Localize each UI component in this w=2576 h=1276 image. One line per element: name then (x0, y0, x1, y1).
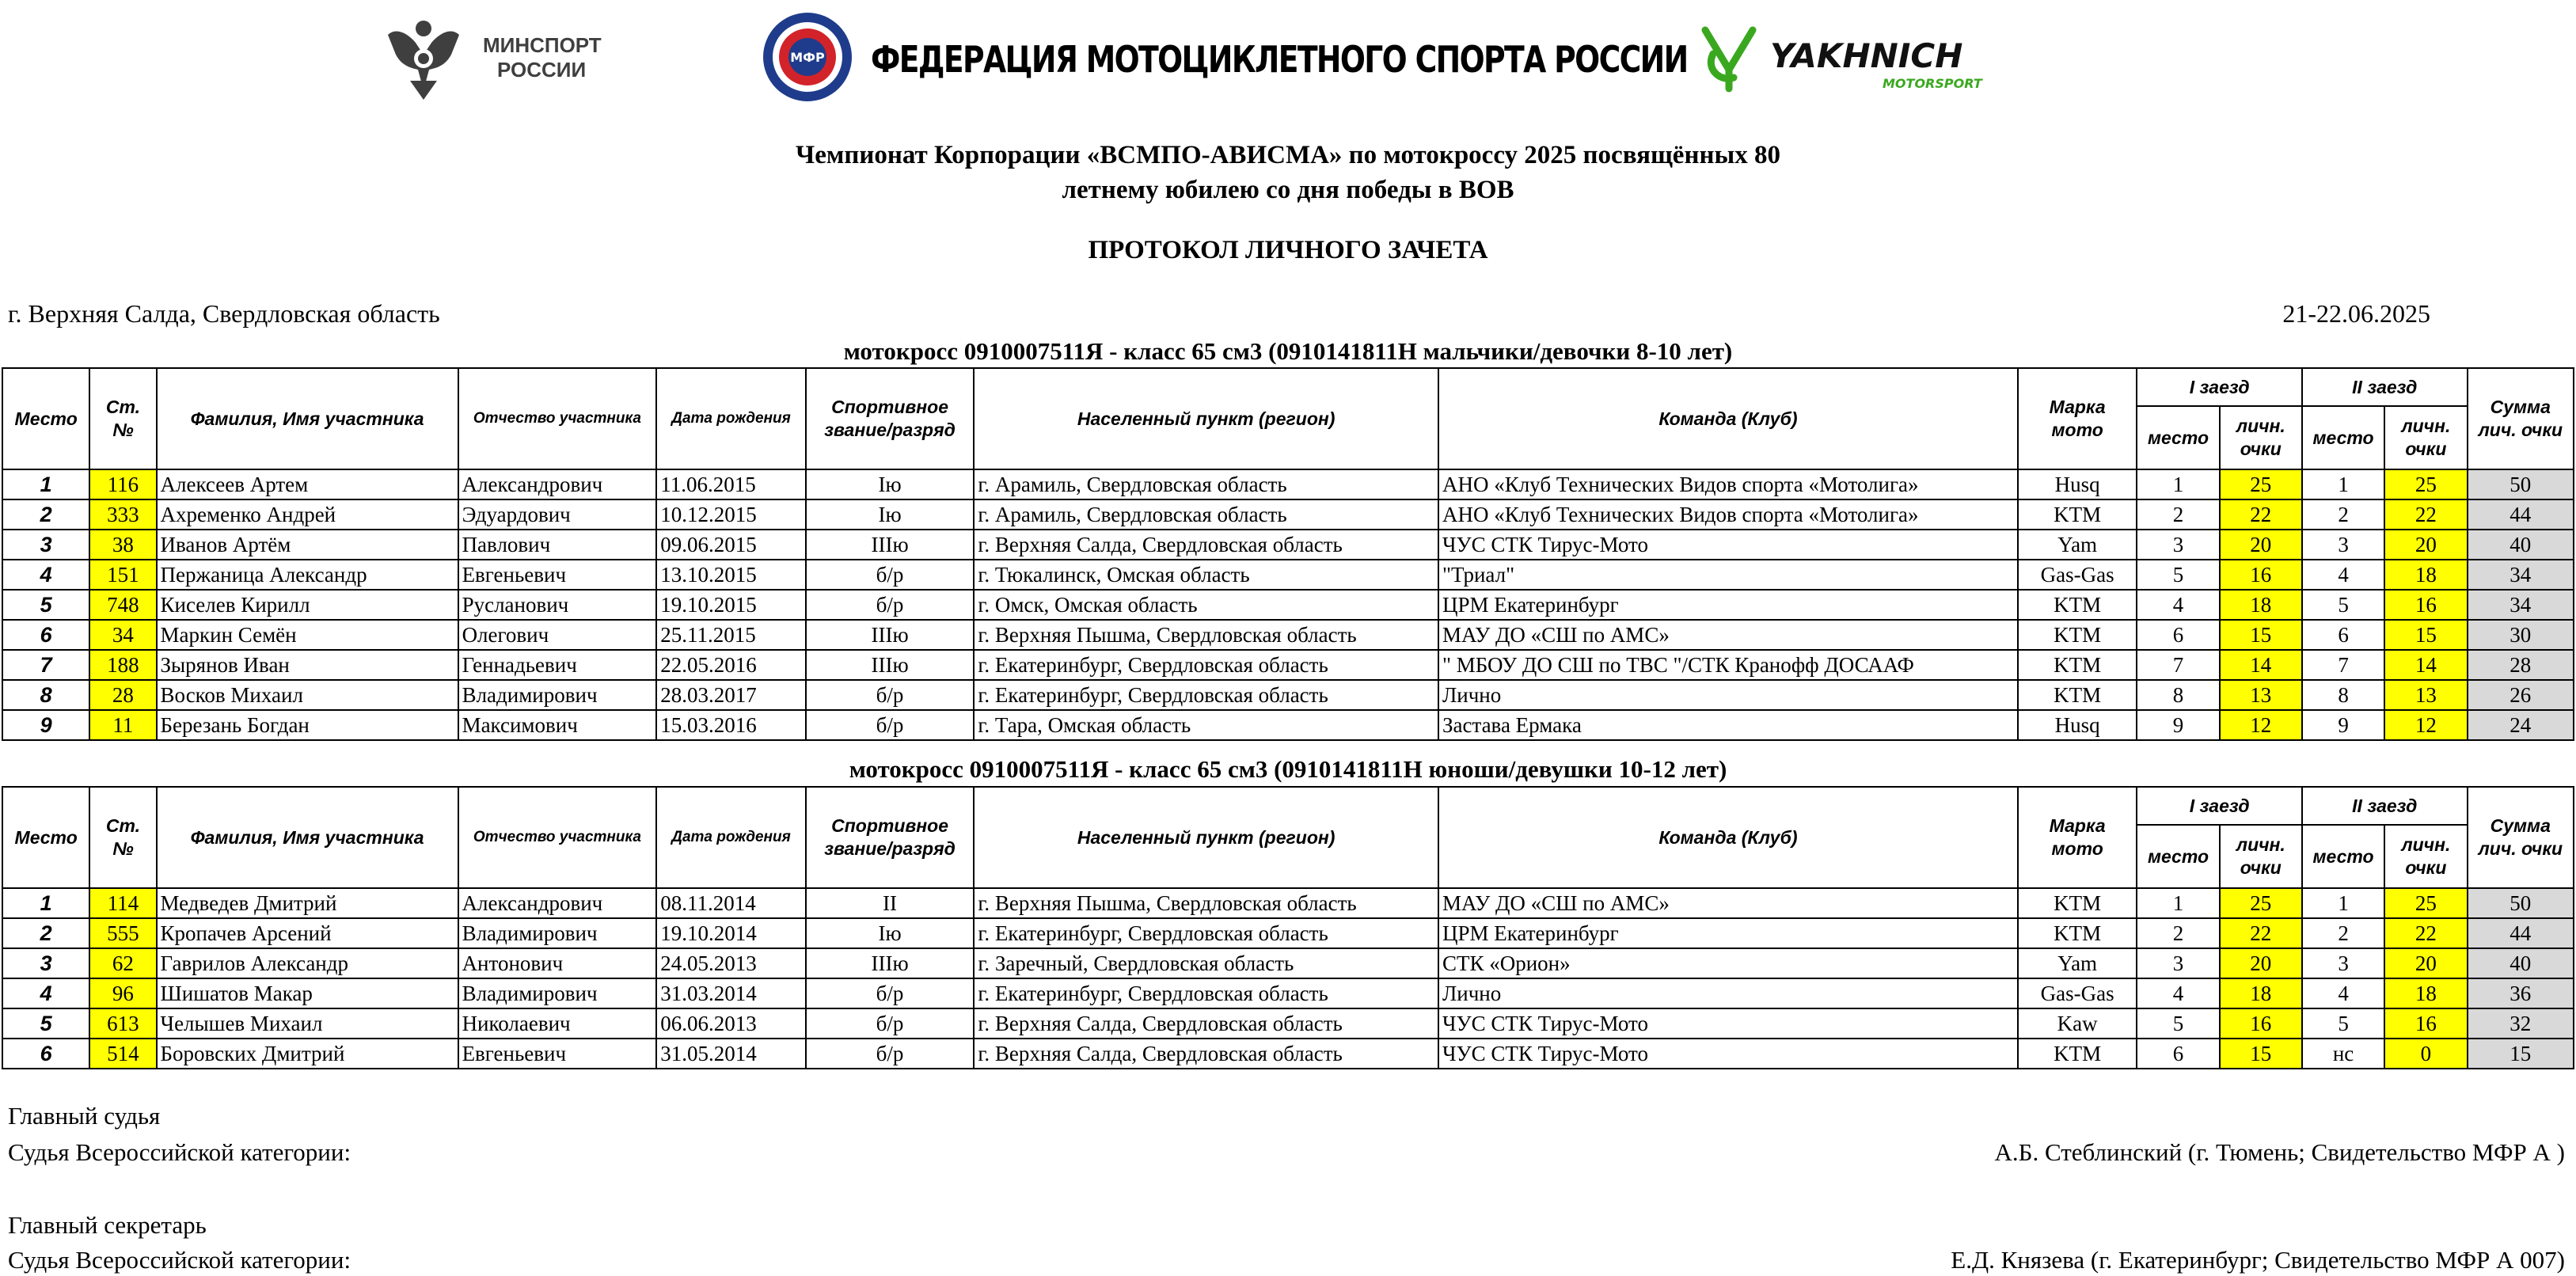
cell-heat2-place: 4 (2302, 560, 2384, 590)
dates: 21-22.06.2025 (2282, 299, 2430, 328)
header-name: Фамилия, Имя участника (157, 787, 458, 888)
minsport-text-line2: РОССИИ (497, 58, 587, 82)
cell-rank: б/р (806, 710, 975, 740)
table-row (2, 560, 2574, 590)
cell-heat1-points: 14 (2220, 650, 2302, 680)
cell-rank: IIIю (806, 620, 975, 650)
cell-name: Кропачев Арсений (157, 918, 458, 948)
header-city: Населенный пункт (регион) (974, 787, 1438, 888)
table-row (2, 530, 2574, 560)
cell-heat2-place: 5 (2302, 590, 2384, 620)
cell-start-number: 96 (89, 978, 156, 1008)
eagle-emblem-icon (372, 11, 475, 103)
cell-rank: Iю (806, 918, 975, 948)
cell-city: г. Заречный, Свердловская область (974, 948, 1438, 978)
cell-team: МАУ ДО «СШ по АМС» (1438, 620, 2018, 650)
cell-start-number: 333 (89, 499, 156, 530)
cell-moto: Yam (2018, 530, 2137, 560)
cell-birth-date: 10.12.2015 (656, 499, 806, 530)
cell-heat1-points: 25 (2220, 469, 2302, 499)
cell-moto: Gas-Gas (2018, 560, 2137, 590)
cell-start-number: 38 (89, 530, 156, 560)
minsport-text-line1: МИНСПОРТ (483, 33, 602, 57)
cell-city: г. Верхняя Пышма, Свердловская область (974, 888, 1438, 918)
cell-heat1-points: 15 (2220, 1039, 2302, 1069)
cell-start-number: 188 (89, 650, 156, 680)
header-logos (0, 8, 2576, 111)
table-row (2, 948, 2574, 978)
title-line2: летнему юбилею со дня победы в ВОВ (1062, 176, 1514, 204)
cell-heat2-place: 9 (2302, 710, 2384, 740)
sponsor-logo (1697, 22, 1998, 101)
table-row (2, 499, 2574, 530)
cell-city: г. Тара, Омская область (974, 710, 1438, 740)
cell-name: Боровских Дмитрий (157, 1039, 458, 1069)
cell-moto: Husq (2018, 710, 2137, 740)
cell-heat2-place: 3 (2302, 530, 2384, 560)
cell-heat1-points: 15 (2220, 620, 2302, 650)
cell-patronymic: Геннадьевич (458, 650, 657, 680)
cell-moto: KTM (2018, 918, 2137, 948)
cell-birth-date: 15.03.2016 (656, 710, 806, 740)
cell-moto: KTM (2018, 888, 2137, 918)
cell-place: 4 (2, 978, 89, 1008)
cell-heat2-points: 16 (2384, 590, 2467, 620)
secretary-name: Е.Д. Князева (г. Екатеринбург; Свидетельство МФР А 007) (1951, 1246, 2565, 1274)
cell-heat2-place: нс (2302, 1039, 2384, 1069)
cell-heat2-points: 25 (2384, 888, 2467, 918)
cell-birth-date: 22.05.2016 (656, 650, 806, 680)
chief-judge-name: А.Б. Стеблинский (г. Тюмень; Свидетельство МФР А ) (1994, 1138, 2565, 1166)
table-row (2, 888, 2574, 918)
cell-city: г. Арамиль, Свердловская область (974, 499, 1438, 530)
table-row (2, 710, 2574, 740)
header-team: Команда (Клуб) (1438, 368, 2018, 469)
cell-rank: IIIю (806, 948, 975, 978)
cell-heat2-points: 20 (2384, 530, 2467, 560)
cell-rank: IIIю (806, 650, 975, 680)
cell-city: г. Верхняя Салда, Свердловская область (974, 1008, 1438, 1039)
cell-patronymic: Евгеньевич (458, 1039, 657, 1069)
cell-patronymic: Эдуардович (458, 499, 657, 530)
cell-heat1-place: 6 (2137, 1039, 2219, 1069)
secretary-title: Главный секретарь (8, 1211, 207, 1239)
cell-heat2-place: 8 (2302, 680, 2384, 710)
sponsor-subtext: MOTORSPORT (1883, 76, 1982, 91)
cell-heat1-points: 22 (2220, 499, 2302, 530)
cell-rank: IIIю (806, 530, 975, 560)
cell-name: Челышев Михаил (157, 1008, 458, 1039)
cell-team: ЦРМ Екатеринбург (1438, 590, 2018, 620)
header-place: Место (2, 787, 89, 888)
cell-heat2-points: 20 (2384, 948, 2467, 978)
cell-city: г. Верхняя Салда, Свердловская область (974, 530, 1438, 560)
cell-heat2-points: 15 (2384, 620, 2467, 650)
cell-start-number: 514 (89, 1039, 156, 1069)
cell-name: Гаврилов Александр (157, 948, 458, 978)
cell-patronymic: Николаевич (458, 1008, 657, 1039)
badge-text: МФР (790, 50, 825, 65)
header-place: Место (2, 368, 89, 469)
table-row (2, 469, 2574, 499)
header-row (2, 787, 2574, 825)
header-team: Команда (Клуб) (1438, 787, 2018, 888)
cell-birth-date: 28.03.2017 (656, 680, 806, 710)
protocol-title: ПРОТОКОЛ ЛИЧНОГО ЗАЧЕТА (1088, 236, 1488, 264)
cell-heat2-points: 22 (2384, 918, 2467, 948)
header-heat-1: I заезд (2137, 368, 2302, 406)
cell-start-number: 28 (89, 680, 156, 710)
cell-heat1-place: 5 (2137, 560, 2219, 590)
header-heat2-points: личн. очки (2384, 825, 2467, 888)
cell-sum: 34 (2468, 590, 2574, 620)
cell-place: 6 (2, 1039, 89, 1069)
cell-heat2-points: 22 (2384, 499, 2467, 530)
cell-birth-date: 11.06.2015 (656, 469, 806, 499)
cell-birth-date: 19.10.2014 (656, 918, 806, 948)
cell-place: 3 (2, 948, 89, 978)
cell-name: Киселев Кирилл (157, 590, 458, 620)
cell-birth-date: 25.11.2015 (656, 620, 806, 650)
cell-heat1-place: 2 (2137, 918, 2219, 948)
header-start-number: Ст. № (89, 368, 156, 469)
cell-team: СТК «Орион» (1438, 948, 2018, 978)
cell-heat1-points: 18 (2220, 590, 2302, 620)
cell-name: Ахременко Андрей (157, 499, 458, 530)
cell-start-number: 11 (89, 710, 156, 740)
cell-place: 1 (2, 469, 89, 499)
cell-heat2-place: 3 (2302, 948, 2384, 978)
cell-start-number: 34 (89, 620, 156, 650)
cell-heat1-place: 4 (2137, 978, 2219, 1008)
header-patronymic: Отчество участника (458, 368, 657, 469)
cell-heat1-points: 16 (2220, 560, 2302, 590)
header-sum: Сумма лич. очки (2468, 787, 2574, 888)
cell-birth-date: 06.06.2013 (656, 1008, 806, 1039)
cell-place: 6 (2, 620, 89, 650)
table-row (2, 590, 2574, 620)
cell-place: 9 (2, 710, 89, 740)
header-moto: Марка мото (2018, 368, 2137, 469)
cell-rank: Iю (806, 499, 975, 530)
cell-birth-date: 08.11.2014 (656, 888, 806, 918)
header-heat-2: II заезд (2302, 368, 2468, 406)
cell-place: 5 (2, 590, 89, 620)
cell-team: МАУ ДО «СШ по АМС» (1438, 888, 2018, 918)
cell-patronymic: Максимович (458, 710, 657, 740)
cell-team: ЦРМ Екатеринбург (1438, 918, 2018, 948)
cell-heat2-place: 2 (2302, 499, 2384, 530)
cell-sum: 44 (2468, 499, 2574, 530)
cell-heat2-points: 18 (2384, 978, 2467, 1008)
header-moto: Марка мото (2018, 787, 2137, 888)
cell-start-number: 62 (89, 948, 156, 978)
header-name: Фамилия, Имя участника (157, 368, 458, 469)
cell-birth-date: 13.10.2015 (656, 560, 806, 590)
header-rank: Спортивное звание/разряд (806, 787, 975, 888)
cell-heat1-place: 1 (2137, 469, 2219, 499)
federation-logo (762, 11, 1688, 103)
cell-heat2-place: 4 (2302, 978, 2384, 1008)
cell-rank: б/р (806, 978, 975, 1008)
title-line1: Чемпионат Корпорации «ВСМПО-АВИСМА» по мотокроссу 2025 посвящённых 80 (796, 141, 1780, 169)
cell-patronymic: Антонович (458, 948, 657, 978)
cell-heat1-place: 1 (2137, 888, 2219, 918)
cell-rank: б/р (806, 1008, 975, 1039)
cell-name: Иванов Артём (157, 530, 458, 560)
cell-sum: 30 (2468, 620, 2574, 650)
cell-heat1-points: 12 (2220, 710, 2302, 740)
cell-patronymic: Александрович (458, 469, 657, 499)
header-start-number: Ст. № (89, 787, 156, 888)
cell-start-number: 151 (89, 560, 156, 590)
class-title-2: мотокросс 0910007511Я - класс 65 см3 (0910141811Н юноши/девушки 10-12 лет) (849, 755, 1727, 783)
table-row (2, 1039, 2574, 1069)
federation-text: ФЕДЕРАЦИЯ МОТОЦИКЛЕТНОГО СПОРТА РОССИИ (871, 38, 1688, 81)
championship-title (0, 138, 2576, 207)
cell-heat1-place: 3 (2137, 530, 2219, 560)
cell-patronymic: Владимирович (458, 978, 657, 1008)
cell-name: Пержаница Александр (157, 560, 458, 590)
cell-patronymic: Александрович (458, 888, 657, 918)
cell-sum: 40 (2468, 948, 2574, 978)
cell-heat2-place: 6 (2302, 620, 2384, 650)
cell-rank: б/р (806, 590, 975, 620)
cell-heat1-place: 7 (2137, 650, 2219, 680)
cell-birth-date: 19.10.2015 (656, 590, 806, 620)
cell-heat1-place: 3 (2137, 948, 2219, 978)
cell-sum: 28 (2468, 650, 2574, 680)
cell-name: Медведев Дмитрий (157, 888, 458, 918)
cell-heat1-place: 8 (2137, 680, 2219, 710)
cell-moto: KTM (2018, 680, 2137, 710)
cell-heat2-points: 18 (2384, 560, 2467, 590)
cell-place: 2 (2, 918, 89, 948)
header-rank: Спортивное звание/разряд (806, 368, 975, 469)
header-sum: Сумма лич. очки (2468, 368, 2574, 469)
cell-rank: Iю (806, 469, 975, 499)
cell-sum: 44 (2468, 918, 2574, 948)
cell-heat1-points: 18 (2220, 978, 2302, 1008)
cell-team: АНО «Клуб Технических Видов спорта «Мотолига» (1438, 469, 2018, 499)
cell-moto: Husq (2018, 469, 2137, 499)
cell-heat2-points: 25 (2384, 469, 2467, 499)
cell-heat2-points: 12 (2384, 710, 2467, 740)
cell-sum: 40 (2468, 530, 2574, 560)
cell-patronymic: Владимирович (458, 918, 657, 948)
cell-start-number: 114 (89, 888, 156, 918)
cell-place: 1 (2, 888, 89, 918)
table-row (2, 978, 2574, 1008)
header-birth-date: Дата рождения (656, 368, 806, 469)
header-heat1-points: личн. очки (2220, 825, 2302, 888)
cell-moto: KTM (2018, 590, 2137, 620)
cell-team: ЧУС СТК Тирус-Мото (1438, 530, 2018, 560)
cell-heat1-place: 5 (2137, 1008, 2219, 1039)
cell-team: АНО «Клуб Технических Видов спорта «Мотолига» (1438, 499, 2018, 530)
cell-name: Шишатов Макар (157, 978, 458, 1008)
header-heat2-place: место (2302, 825, 2384, 888)
results-table-2 (2, 786, 2574, 1069)
header-heat-2: II заезд (2302, 787, 2468, 825)
cell-sum: 34 (2468, 560, 2574, 590)
cell-name: Березань Богдан (157, 710, 458, 740)
table-row (2, 620, 2574, 650)
cell-heat2-place: 2 (2302, 918, 2384, 948)
cell-name: Алексеев Артем (157, 469, 458, 499)
sponsor-text: YAKHNICH (1770, 36, 1963, 75)
cell-city: г. Арамиль, Свердловская область (974, 469, 1438, 499)
header-row (2, 368, 2574, 406)
cell-moto: Gas-Gas (2018, 978, 2137, 1008)
header-birth-date: Дата рождения (656, 787, 806, 888)
cell-moto: KTM (2018, 499, 2137, 530)
cell-heat2-place: 1 (2302, 888, 2384, 918)
cell-heat1-points: 20 (2220, 530, 2302, 560)
cell-heat1-place: 4 (2137, 590, 2219, 620)
cell-name: Восков Михаил (157, 680, 458, 710)
cell-start-number: 748 (89, 590, 156, 620)
cell-heat1-points: 25 (2220, 888, 2302, 918)
cell-heat1-place: 6 (2137, 620, 2219, 650)
header-heat2-place: место (2302, 406, 2384, 469)
cell-sum: 24 (2468, 710, 2574, 740)
cell-birth-date: 09.06.2015 (656, 530, 806, 560)
cell-heat2-points: 14 (2384, 650, 2467, 680)
cell-team: Лично (1438, 978, 2018, 1008)
cell-city: г. Верхняя Пышма, Свердловская область (974, 620, 1438, 650)
cell-team: " МБОУ ДО СШ по ТВС "/СТК Кранофф ДОСААФ (1438, 650, 2018, 680)
cell-city: г. Верхняя Салда, Свердловская область (974, 1039, 1438, 1069)
cell-patronymic: Евгеньевич (458, 560, 657, 590)
cell-heat2-place: 1 (2302, 469, 2384, 499)
cell-team: "Триал" (1438, 560, 2018, 590)
cell-city: г. Екатеринбург, Свердловская область (974, 650, 1438, 680)
cell-moto: KTM (2018, 1039, 2137, 1069)
table-row (2, 1008, 2574, 1039)
cell-start-number: 555 (89, 918, 156, 948)
cell-city: г. Омск, Омская область (974, 590, 1438, 620)
cell-city: г. Екатеринбург, Свердловская область (974, 918, 1438, 948)
cell-place: 7 (2, 650, 89, 680)
cell-patronymic: Олегович (458, 620, 657, 650)
header-heat1-place: место (2137, 406, 2219, 469)
cell-team: Застава Ермака (1438, 710, 2018, 740)
cell-heat1-place: 9 (2137, 710, 2219, 740)
cell-sum: 15 (2468, 1039, 2574, 1069)
header-city: Населенный пункт (регион) (974, 368, 1438, 469)
header-patronymic: Отчество участника (458, 787, 657, 888)
cell-rank: б/р (806, 1039, 975, 1069)
cell-heat1-points: 22 (2220, 918, 2302, 948)
cell-sum: 50 (2468, 888, 2574, 918)
header-heat1-place: место (2137, 825, 2219, 888)
cell-start-number: 613 (89, 1008, 156, 1039)
cell-moto: KTM (2018, 650, 2137, 680)
cell-rank: II (806, 888, 975, 918)
table-row (2, 918, 2574, 948)
cell-sum: 26 (2468, 680, 2574, 710)
cell-place: 2 (2, 499, 89, 530)
cell-rank: б/р (806, 560, 975, 590)
cell-heat1-place: 2 (2137, 499, 2219, 530)
cell-rank: б/р (806, 680, 975, 710)
cell-birth-date: 24.05.2013 (656, 948, 806, 978)
cell-heat2-points: 16 (2384, 1008, 2467, 1039)
cell-heat1-points: 20 (2220, 948, 2302, 978)
cell-birth-date: 31.05.2014 (656, 1039, 806, 1069)
cell-moto: Yam (2018, 948, 2137, 978)
cell-moto: Kaw (2018, 1008, 2137, 1039)
header-heat-1: I заезд (2137, 787, 2302, 825)
minsport-logo (372, 11, 610, 103)
cell-sum: 32 (2468, 1008, 2574, 1039)
header-heat1-points: личн. очки (2220, 406, 2302, 469)
mfr-round-badge (762, 11, 853, 103)
cell-team: ЧУС СТК Тирус-Мото (1438, 1039, 2018, 1069)
cell-team: ЧУС СТК Тирус-Мото (1438, 1008, 2018, 1039)
cell-name: Маркин Семён (157, 620, 458, 650)
results-table-1 (2, 367, 2574, 741)
cell-place: 8 (2, 680, 89, 710)
table-row (2, 680, 2574, 710)
location: г. Верхняя Салда, Свердловская область (8, 299, 440, 328)
cell-heat2-place: 7 (2302, 650, 2384, 680)
cell-patronymic: Владимирович (458, 680, 657, 710)
cell-sum: 50 (2468, 469, 2574, 499)
cell-heat2-points: 0 (2384, 1039, 2467, 1069)
cell-heat1-points: 13 (2220, 680, 2302, 710)
cell-start-number: 116 (89, 469, 156, 499)
cell-city: г. Екатеринбург, Свердловская область (974, 680, 1438, 710)
secretary-category: Судья Всероссийской категории: (8, 1246, 351, 1274)
table-row (2, 650, 2574, 680)
cell-heat2-points: 13 (2384, 680, 2467, 710)
yakhnich-logo (1697, 22, 1769, 93)
cell-heat2-place: 5 (2302, 1008, 2384, 1039)
cell-place: 3 (2, 530, 89, 560)
cell-heat1-points: 16 (2220, 1008, 2302, 1039)
cell-sum: 36 (2468, 978, 2574, 1008)
cell-birth-date: 31.03.2014 (656, 978, 806, 1008)
chief-judge-category: Судья Всероссийской категории: (8, 1138, 351, 1166)
cell-moto: KTM (2018, 620, 2137, 650)
cell-place: 4 (2, 560, 89, 590)
chief-judge-title: Главный судья (8, 1102, 161, 1130)
cell-name: Зырянов Иван (157, 650, 458, 680)
cell-city: г. Екатеринбург, Свердловская область (974, 978, 1438, 1008)
cell-patronymic: Русланович (458, 590, 657, 620)
class-title-1: мотокросс 0910007511Я - класс 65 см3 (0910141811Н мальчики/девочки 8-10 лет) (843, 337, 1733, 365)
header-heat2-points: личн. очки (2384, 406, 2467, 469)
cell-place: 5 (2, 1008, 89, 1039)
cell-city: г. Тюкалинск, Омская область (974, 560, 1438, 590)
cell-patronymic: Павлович (458, 530, 657, 560)
cell-team: Лично (1438, 680, 2018, 710)
